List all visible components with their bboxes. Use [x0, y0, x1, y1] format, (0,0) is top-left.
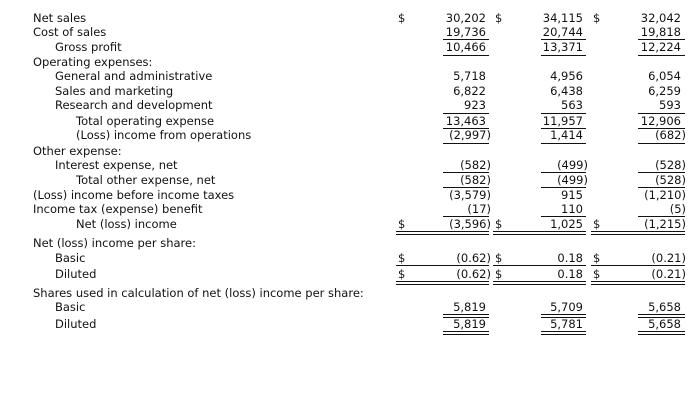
value-cell: 563 [561, 98, 583, 112]
value-cell: 1,025 [550, 217, 583, 231]
row-label: (Loss) income before income taxes [33, 188, 235, 202]
value-cell: 923 [464, 98, 486, 112]
row-label: General and administrative [55, 69, 213, 83]
value-cell: 0.18 [557, 267, 583, 281]
total-double-rule [443, 331, 489, 335]
row-label: Total operating expense [76, 114, 215, 128]
row-label: Total other expense, net [76, 173, 216, 187]
row-eps-diluted [0, 267, 700, 281]
value-cell: (528) [655, 158, 686, 172]
value-cell: 6,438 [550, 84, 583, 98]
subtotal-rule [493, 265, 586, 266]
section-heading: Operating expenses: [33, 55, 153, 69]
value-cell: 1,414 [550, 128, 583, 142]
total-double-rule [396, 231, 489, 235]
row-label: Diluted [55, 267, 97, 281]
row-label: Gross profit [55, 40, 122, 54]
subtotal-rule [591, 265, 685, 266]
value-cell: (1,215) [644, 217, 686, 231]
currency-symbol: $ [495, 11, 503, 25]
value-cell: (5) [669, 202, 686, 216]
total-double-rule [591, 281, 685, 285]
row-label: Basic [55, 300, 86, 314]
total-double-rule [638, 331, 685, 335]
subtotal-rule [396, 265, 489, 266]
value-cell: (528) [655, 173, 686, 187]
value-cell: 20,744 [542, 25, 583, 39]
row-shares-used-header [0, 286, 700, 300]
value-cell: 19,736 [445, 25, 486, 39]
total-double-rule [493, 281, 586, 285]
row-income-tax [0, 202, 700, 216]
row-label: Cost of sales [33, 25, 107, 39]
row-label: Diluted [55, 317, 97, 331]
row-total-other-expense [0, 173, 700, 187]
value-cell: (0.62) [456, 251, 491, 265]
currency-symbol: $ [495, 217, 503, 231]
section-heading: Shares used in calculation of net (loss) income per share: [33, 286, 364, 300]
value-cell: (499) [557, 158, 588, 172]
currency-symbol: $ [495, 251, 503, 265]
row-total-operating-expense [0, 114, 700, 128]
section-heading: Other expense: [33, 144, 122, 158]
currency-symbol: $ [593, 267, 601, 281]
row-label: Income tax (expense) benefit [33, 202, 203, 216]
value-cell: (1,210) [644, 188, 686, 202]
value-cell: 5,781 [550, 317, 583, 331]
value-cell: (0.21) [651, 267, 686, 281]
total-double-rule [396, 281, 489, 285]
value-cell: (582) [460, 173, 491, 187]
value-cell: 11,957 [542, 114, 583, 128]
row-label: Interest expense, net [55, 158, 178, 172]
value-cell: 19,818 [640, 25, 681, 39]
value-cell: 10,466 [445, 40, 486, 54]
value-cell: 12,224 [640, 40, 681, 54]
currency-symbol: $ [398, 267, 406, 281]
row-net-income [0, 217, 700, 231]
value-cell: 5,718 [453, 69, 486, 83]
row-sales-and-marketing [0, 84, 700, 98]
value-cell: 13,463 [445, 114, 486, 128]
currency-symbol: $ [593, 11, 601, 25]
value-cell: 30,202 [445, 11, 486, 25]
value-cell: (0.21) [651, 251, 686, 265]
currency-symbol: $ [593, 217, 601, 231]
row-label: Basic [55, 251, 86, 265]
total-double-rule [541, 331, 586, 335]
row-income-before-taxes [0, 188, 700, 202]
value-cell: 593 [659, 98, 681, 112]
section-heading: Net (loss) income per share: [33, 236, 196, 250]
total-double-rule [591, 231, 685, 235]
value-cell: 5,819 [453, 317, 486, 331]
row-shares-diluted [0, 317, 700, 331]
value-cell: 32,042 [640, 11, 681, 25]
row-other-expense-header [0, 144, 700, 158]
currency-symbol: $ [593, 251, 601, 265]
value-cell: 5,819 [453, 300, 486, 314]
value-cell: (682) [655, 128, 686, 142]
value-cell: 12,906 [640, 114, 681, 128]
value-cell: (3,579) [449, 188, 491, 202]
value-cell: 5,709 [550, 300, 583, 314]
row-gross-profit [0, 40, 700, 54]
value-cell: 5,658 [648, 317, 681, 331]
value-cell: 13,371 [542, 40, 583, 54]
value-cell: 6,259 [648, 84, 681, 98]
currency-symbol: $ [398, 217, 406, 231]
row-cost-of-sales [0, 25, 700, 39]
row-operating-expenses-header [0, 55, 700, 69]
value-cell: 6,054 [648, 69, 681, 83]
value-cell: 4,956 [550, 69, 583, 83]
value-cell: (17) [467, 202, 491, 216]
row-label: Net sales [33, 11, 87, 25]
row-research-and-development [0, 98, 700, 112]
row-label: (Loss) income from operations [76, 128, 252, 142]
value-cell: (582) [460, 158, 491, 172]
row-net-sales [0, 11, 700, 25]
row-income-from-operations [0, 128, 700, 142]
value-cell: (0.62) [456, 267, 491, 281]
currency-symbol: $ [495, 267, 503, 281]
value-cell: 915 [561, 188, 583, 202]
currency-symbol: $ [398, 251, 406, 265]
row-label: Net (loss) income [76, 217, 177, 231]
total-double-rule [493, 231, 586, 235]
currency-symbol: $ [398, 11, 406, 25]
value-cell: 34,115 [542, 11, 583, 25]
value-cell: 6,822 [453, 84, 486, 98]
value-cell: 110 [561, 202, 583, 216]
value-cell: 0.18 [557, 251, 583, 265]
row-per-share-header [0, 236, 700, 250]
row-interest-expense [0, 158, 700, 172]
value-cell: (2,997) [449, 128, 491, 142]
row-general-and-administrative [0, 69, 700, 83]
row-eps-basic [0, 251, 700, 265]
row-shares-basic [0, 300, 700, 314]
row-label: Sales and marketing [55, 84, 174, 98]
value-cell: (3,596) [449, 217, 491, 231]
value-cell: (499) [557, 173, 588, 187]
value-cell: 5,658 [648, 300, 681, 314]
row-label: Research and development [55, 98, 213, 112]
